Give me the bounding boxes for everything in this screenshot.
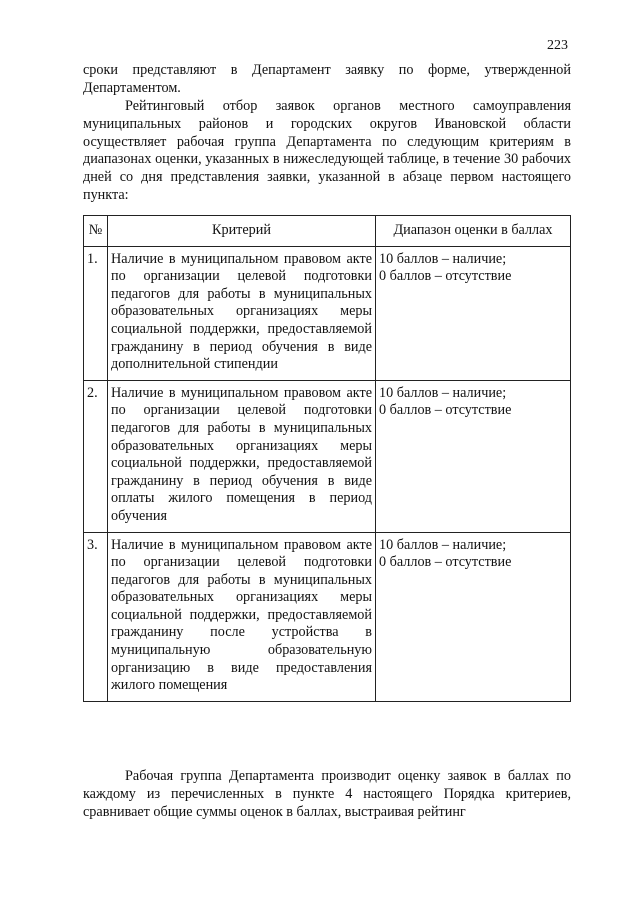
- range-absence: 0 баллов – отсутствие: [379, 554, 512, 571]
- row-range: [376, 532, 571, 701]
- page-number: 223: [547, 38, 568, 53]
- paragraph-intro-1: сроки представляют в Департамент заявку по форме, утвержденной Департаментом.: [83, 62, 571, 96]
- row-range: [376, 380, 571, 532]
- range-presence: 10 баллов – наличие;: [379, 536, 507, 553]
- table-row: [84, 246, 571, 380]
- row-criterion: Наличие в муниципальном правовом акте по организации целевой подготовки педагогов для работы в муниципальных образовательных организациях меры социальной поддержки, предоставляемой гражданину в период обучения в виде дополнительной стипендии: [108, 246, 376, 380]
- table-header-row: [84, 216, 571, 247]
- range-absence: 0 баллов – отсутствие: [379, 268, 512, 285]
- header-criterion: Критерий: [108, 216, 376, 247]
- table-row: [84, 380, 571, 532]
- header-number: №: [84, 216, 108, 247]
- header-range: Диапазон оценки в баллах: [376, 216, 571, 247]
- table-row: [84, 532, 571, 701]
- criteria-table: [83, 215, 571, 702]
- row-number: 2.: [84, 380, 108, 532]
- row-number: 1.: [84, 246, 108, 380]
- paragraph-closing: Рабочая группа Департамента производит оценку заявок в баллах по каждому из перечисленных в пункте 4 настоящего Порядка критериев, сравнивает общие суммы оценок в баллах, выстраивая рейтинг: [83, 768, 571, 820]
- paragraph-intro-2: Рейтинговый отбор заявок органов местного самоуправления муниципальных районов и городских округов Ивановской области осуществляет рабочая группа Департамента по следующим критериям в диапазонах оценки, указанных в нижеследующей таблице, в течение 30 рабочих дней со дня представления заявки, указанной в абзаце первом настоящего пункта:: [83, 98, 571, 203]
- row-criterion: Наличие в муниципальном правовом акте по организации целевой подготовки педагогов для работы в муниципальных образовательных организациях меры социальной поддержки, предоставляемой гражданину в период обучения в виде оплаты жилого помещения в период обучения: [108, 380, 376, 532]
- row-number: 3.: [84, 532, 108, 701]
- range-presence: 10 баллов – наличие;: [379, 250, 507, 267]
- range-absence: 0 баллов – отсутствие: [379, 402, 512, 419]
- row-range: [376, 246, 571, 380]
- range-presence: 10 баллов – наличие;: [379, 384, 507, 401]
- row-criterion: Наличие в муниципальном правовом акте по организации целевой подготовки педагогов для работы в муниципальных образовательных организациях меры социальной поддержки, предоставляемой гражданину после устройства в муниципальную образовательную организацию в виде предоставления жилого помещения: [108, 532, 376, 701]
